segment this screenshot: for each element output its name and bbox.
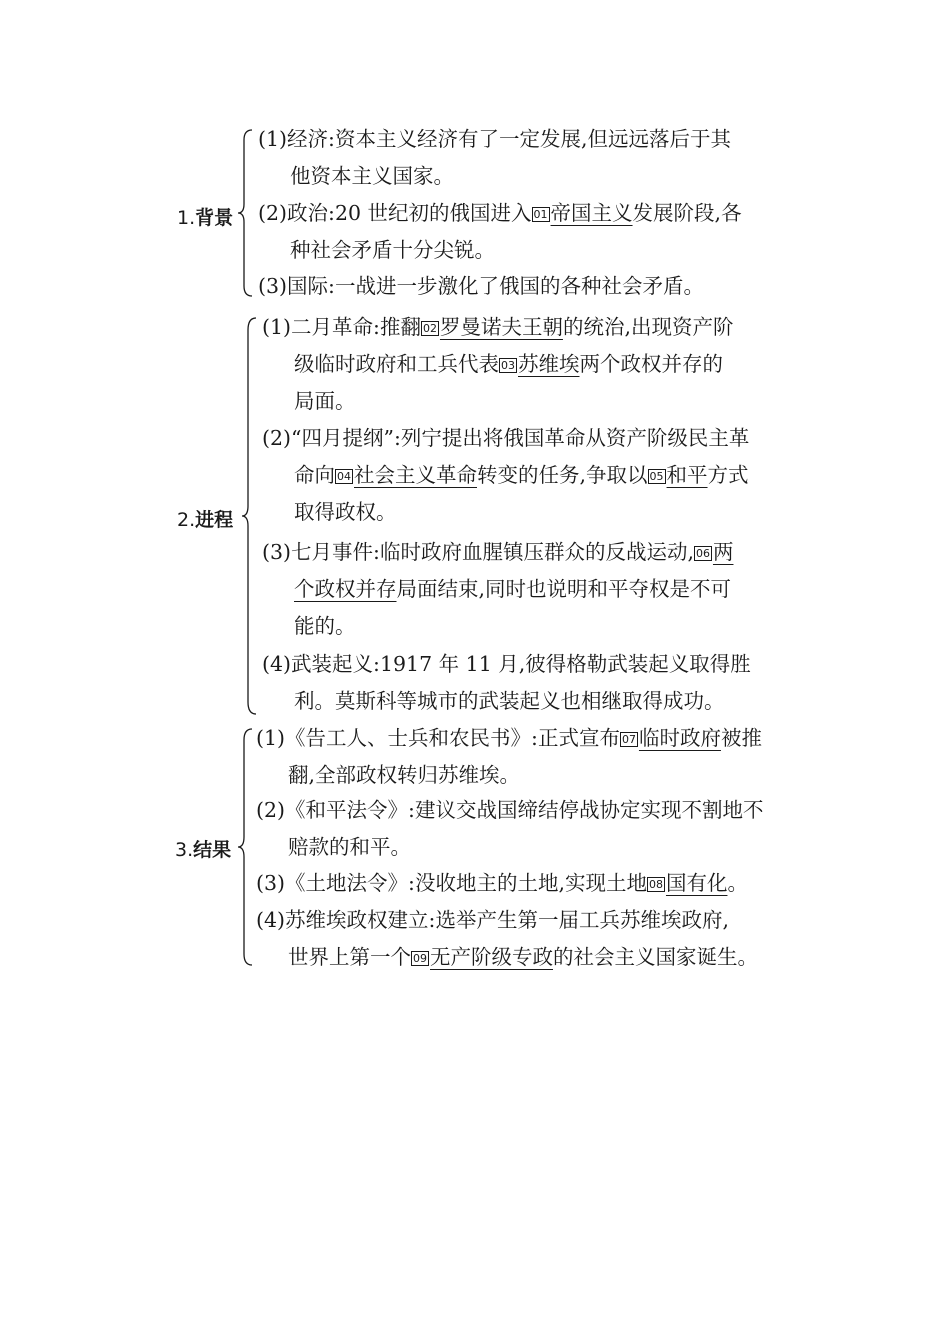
section-title: 3.结果 [175, 839, 232, 861]
plain-text: 转变的任务,争取以 [477, 463, 648, 487]
section-title: 1.背景 [177, 207, 234, 229]
list-item [262, 309, 733, 420]
plain-text: 能的。 [294, 614, 356, 638]
plain-text: 级临时政府和工兵代表 [294, 352, 499, 376]
plain-text: 两个政权并存的 [579, 352, 723, 376]
plain-text: 种社会矛盾十分尖锐。 [290, 238, 495, 262]
blank-number-box: 05 [649, 470, 664, 483]
plain-text: 他资本主义国家。 [290, 164, 454, 188]
answer-text: 帝国主义 [550, 201, 633, 225]
answer-text: 国有化 [665, 871, 728, 895]
answer-text: 苏维埃 [518, 352, 580, 376]
answer-text: 个政权并存 [294, 577, 397, 601]
list-item [256, 720, 762, 794]
brace-icon [238, 128, 258, 298]
text-line [262, 383, 733, 420]
text-line [262, 457, 749, 494]
answer-text: 社会主义革命 [354, 463, 477, 487]
text-line [256, 757, 762, 794]
list-item [258, 121, 731, 195]
plain-text: (2)“四月提纲”:列宁提出将俄国革命从资产阶级民主革 [262, 426, 750, 450]
plain-text: 发展阶段,各 [632, 201, 742, 225]
text-line [262, 420, 749, 457]
list-item [258, 268, 704, 305]
text-line [262, 571, 733, 608]
brace-icon [242, 316, 262, 716]
plain-text: 。 [727, 871, 748, 895]
plain-text: 取得政权。 [294, 500, 397, 524]
text-line [256, 792, 763, 829]
plain-text: 的社会主义国家诞生。 [553, 945, 758, 969]
text-line [262, 494, 749, 531]
plain-text: (3)《土地法令》:没收地主的土地,实现土地 [256, 871, 647, 895]
answer-text: 两 [712, 540, 734, 564]
text-line [262, 346, 733, 383]
plain-text: 世界上第一个 [288, 945, 411, 969]
text-line [262, 309, 733, 346]
text-line [258, 121, 731, 158]
section-title: 2.进程 [177, 509, 234, 531]
text-line [258, 268, 704, 305]
plain-text: (1)《告工人、士兵和农民书》:正式宣布 [256, 726, 620, 750]
plain-text: 方式 [707, 463, 749, 487]
list-item [262, 420, 749, 531]
blank-number-box: 04 [337, 470, 351, 483]
list-item [258, 195, 742, 269]
blank-number-box: 01 [533, 208, 548, 221]
text-line [256, 902, 758, 939]
plain-text: (4)苏维埃政权建立:选举产生第一届工兵苏维埃政府, [256, 908, 729, 932]
plain-text: (3)国际:一战进一步激化了俄国的各种社会矛盾。 [258, 274, 704, 298]
plain-text: 利。莫斯科等城市的武装起义也相继取得成功。 [294, 689, 725, 713]
plain-text: (3)七月事件:临时政府血腥镇压群众的反战运动, [262, 540, 694, 564]
answer-text: 罗曼诺夫王朝 [439, 315, 563, 339]
text-line [256, 720, 762, 757]
plain-text: 的统治,出现资产阶 [562, 315, 734, 339]
text-line [258, 232, 742, 269]
blank-number-box: 03 [501, 359, 515, 372]
answer-text: 和平 [666, 463, 708, 487]
answer-text: 临时政府 [638, 726, 721, 750]
plain-text: 局面。 [294, 389, 356, 413]
plain-text: (2)《和平法令》:建议交战国缔结停战协定实现不割地不 [256, 798, 764, 822]
text-line [258, 158, 731, 195]
list-item [256, 792, 763, 866]
plain-text: 赔款的和平。 [288, 835, 411, 859]
plain-text: (1)经济:资本主义经济有了一定发展,但远远落后于其 [258, 127, 731, 151]
plain-text: (4)武装起义:1917 年 11 月,彼得格勒武装起义取得胜 [262, 652, 751, 676]
plain-text: (2)政治:20 世纪初的俄国进入 [258, 201, 532, 225]
plain-text: 局面结束,同时也说明和平夺权是不可 [396, 577, 732, 601]
text-line [262, 608, 733, 645]
blank-number-box: 08 [648, 878, 663, 891]
list-item [256, 902, 758, 976]
blank-number-box: 06 [695, 547, 710, 560]
answer-text: 无产阶级专政 [430, 945, 553, 969]
plain-text: 被推 [720, 726, 762, 750]
text-line [262, 646, 751, 683]
plain-text: 命向 [294, 463, 335, 487]
text-line [256, 829, 763, 866]
text-line [256, 865, 748, 902]
plain-text: 翻,全部政权转归苏维埃。 [288, 763, 521, 787]
blank-number-box: 02 [422, 322, 437, 335]
blank-number-box: 07 [621, 733, 636, 746]
text-line [256, 939, 758, 976]
text-line [258, 195, 742, 232]
list-item [262, 646, 751, 720]
text-line [262, 534, 733, 571]
list-item [256, 865, 748, 902]
plain-text: (1)二月革命:推翻 [262, 315, 421, 339]
brace-icon [238, 727, 258, 967]
list-item [262, 534, 733, 645]
text-line [262, 683, 751, 720]
blank-number-box: 09 [413, 952, 427, 965]
